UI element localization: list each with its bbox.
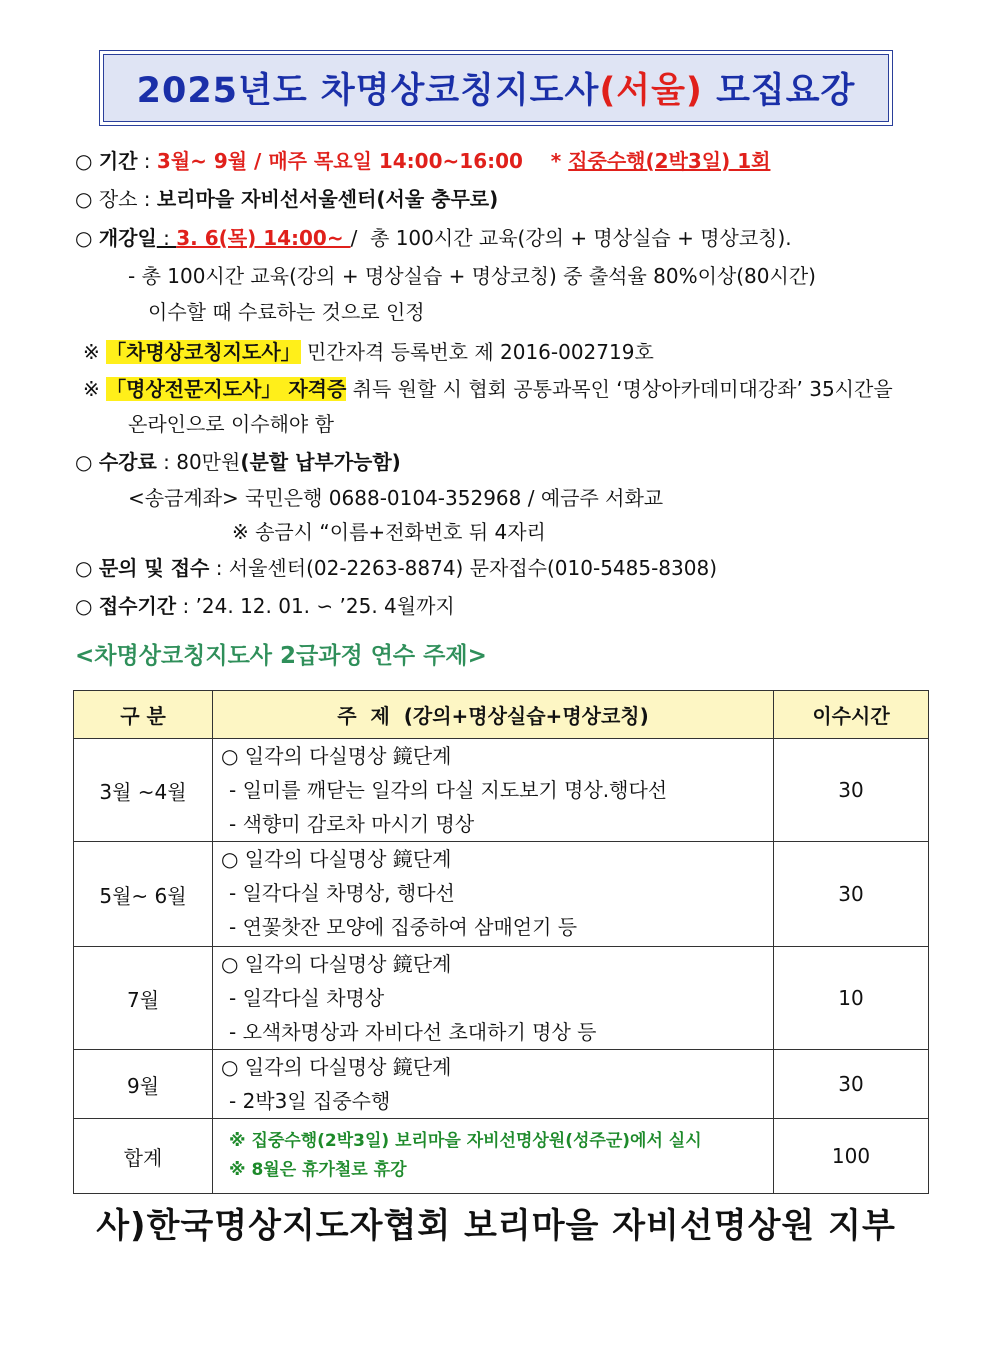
fee-line: [75, 448, 401, 476]
note-mark: ※: [83, 340, 107, 364]
row-topics: [213, 947, 774, 1050]
opening-rest: / 총 100시간 교육(강의 + 명상실습 + 명상코칭).: [350, 226, 792, 250]
place-label: 장소: [98, 187, 138, 211]
topic-line: ○ 일각의 다실명상 鏡단계: [221, 1055, 452, 1079]
row-hours: 30: [774, 739, 929, 842]
place-line: [75, 185, 498, 213]
total-note: ※ 8월은 휴가철로 휴강: [229, 1160, 407, 1180]
footer-organization: 사)한국명상지도자협회 보리마을 자비선명상원 지부: [96, 1206, 896, 1246]
table-row: [74, 842, 929, 947]
bullet: ○: [75, 556, 93, 580]
contact-label: 문의 및 접수: [98, 556, 210, 580]
fee-label: 수강료: [98, 450, 157, 474]
row-hours: 30: [774, 1050, 929, 1119]
header-period: 구 분: [74, 691, 213, 739]
note-mark: ※: [83, 377, 107, 401]
bullet: ○: [75, 594, 93, 618]
row-period: 9월: [74, 1050, 213, 1119]
topic-line: - 일각다실 차명상: [229, 986, 385, 1010]
remit-note: ※ 송금시 “이름+전화번호 뒤 4자리: [232, 520, 546, 544]
total-note: ※ 집중수행(2박3일) 보리마을 자비선명상원(성주군)에서 실시: [229, 1131, 702, 1151]
bullet: ○: [75, 450, 93, 474]
bullet: ○: [75, 226, 93, 250]
topic-line: - 일각다실 차명상, 행다선: [229, 881, 455, 905]
total-hours: 100: [774, 1119, 929, 1194]
contact-line: [75, 554, 717, 582]
row-topics: [213, 842, 774, 947]
sep: :: [156, 450, 177, 474]
topic-line: - 연꽃찻잔 모양에 집중하여 삼매얻기 등: [229, 915, 578, 939]
table-header-row: [74, 691, 929, 739]
period-note: 집중수행(2박3일) 1회: [568, 149, 771, 173]
period-gap: *: [522, 149, 569, 173]
place-value: 보리마을 자비선서울센터(서울 충무로): [156, 187, 499, 211]
page-title: [103, 54, 889, 122]
reception-value: ’24. 12. 01. ∽ ’25. 4월까지: [195, 594, 455, 618]
sep: :: [209, 556, 229, 580]
account-line: <송금계좌> 국민은행 0688-0104-352968 / 예금주 서화교: [128, 486, 664, 510]
title-prefix: 2025년도 차명상코칭지도사: [136, 71, 600, 111]
certificate-highlight: 「명상전문지도사」 자격증: [106, 377, 347, 401]
reception-line: [75, 592, 455, 620]
period-value: 3월~ 9월 / 매주 목요일 14:00~16:00: [156, 149, 523, 173]
table-row: [74, 1050, 929, 1119]
license-text: 민간자격 등록번호 제 2016-002719호: [300, 340, 654, 364]
row-hours: 10: [774, 947, 929, 1050]
row-period: 7월: [74, 947, 213, 1050]
topic-line: - 색향미 감로차 마시기 명상: [229, 812, 475, 836]
row-hours: 30: [774, 842, 929, 947]
topic-line: ○ 일각의 다실명상 鏡단계: [221, 744, 452, 768]
reception-label: 접수기간: [98, 594, 177, 618]
row-period: 3월 ~4월: [74, 739, 213, 842]
opening-label: 개강일: [98, 226, 157, 250]
topic-line: - 2박3일 집중수행: [229, 1089, 391, 1113]
opening-date: 3. 6(목) 14:00~: [176, 226, 351, 250]
row-topics: [213, 1050, 774, 1119]
header-hours: 이수시간: [774, 691, 929, 739]
title-region: (서울): [599, 71, 703, 111]
total-notes: [213, 1119, 774, 1194]
topic-line: ○ 일각의 다실명상 鏡단계: [221, 952, 452, 976]
sep: :: [156, 226, 177, 250]
row-period: 5월~ 6월: [74, 842, 213, 947]
topic-line: ○ 일각의 다실명상 鏡단계: [221, 847, 452, 871]
total-label: 합계: [74, 1119, 213, 1194]
header-topic: 주 제 (강의+명상실습+명상코칭): [213, 691, 774, 739]
certificate-note: [83, 375, 893, 403]
title-suffix: 모집요강: [702, 71, 856, 111]
section-heading: <차명상코칭지도사 2급과정 연수 주제>: [75, 643, 487, 669]
opening-sub2: 이수할 때 수료하는 것으로 인정: [148, 300, 425, 324]
sep: :: [176, 594, 196, 618]
fee-bold: (분할 납부가능함): [240, 450, 401, 474]
opening-line: [75, 224, 792, 252]
period-label: 기간: [98, 149, 138, 173]
certificate-note-cont: 온라인으로 이수해야 함: [128, 412, 334, 436]
bullet: ○: [75, 187, 93, 211]
table-row: [74, 739, 929, 842]
table-total-row: [74, 1119, 929, 1194]
license-note: [83, 338, 654, 366]
license-highlight: 「차명상코칭지도사」: [106, 340, 301, 364]
row-topics: [213, 739, 774, 842]
topic-line: - 일미를 깨닫는 일각의 다실 지도보기 명상.행다선: [229, 778, 668, 802]
bullet: ○: [75, 149, 93, 173]
table-row: [74, 947, 929, 1050]
contact-value: 서울센터(02-2263-8874) 문자접수(010-5485-8308): [228, 556, 718, 580]
certificate-text: 취득 원할 시 협회 공통과목인 ‘명상아카데미대강좌’ 35시간을: [346, 377, 893, 401]
topic-line: - 오색차명상과 자비다선 초대하기 명상 등: [229, 1020, 597, 1044]
period-line: [75, 147, 770, 175]
sep: :: [137, 149, 157, 173]
fee-amount: 80만원: [176, 450, 241, 474]
opening-sub1: - 총 100시간 교육(강의 + 명상실습 + 명상코칭) 중 출석율 80%이상(80시간): [128, 264, 816, 288]
sep: :: [137, 187, 157, 211]
schedule-table: [73, 690, 929, 1194]
